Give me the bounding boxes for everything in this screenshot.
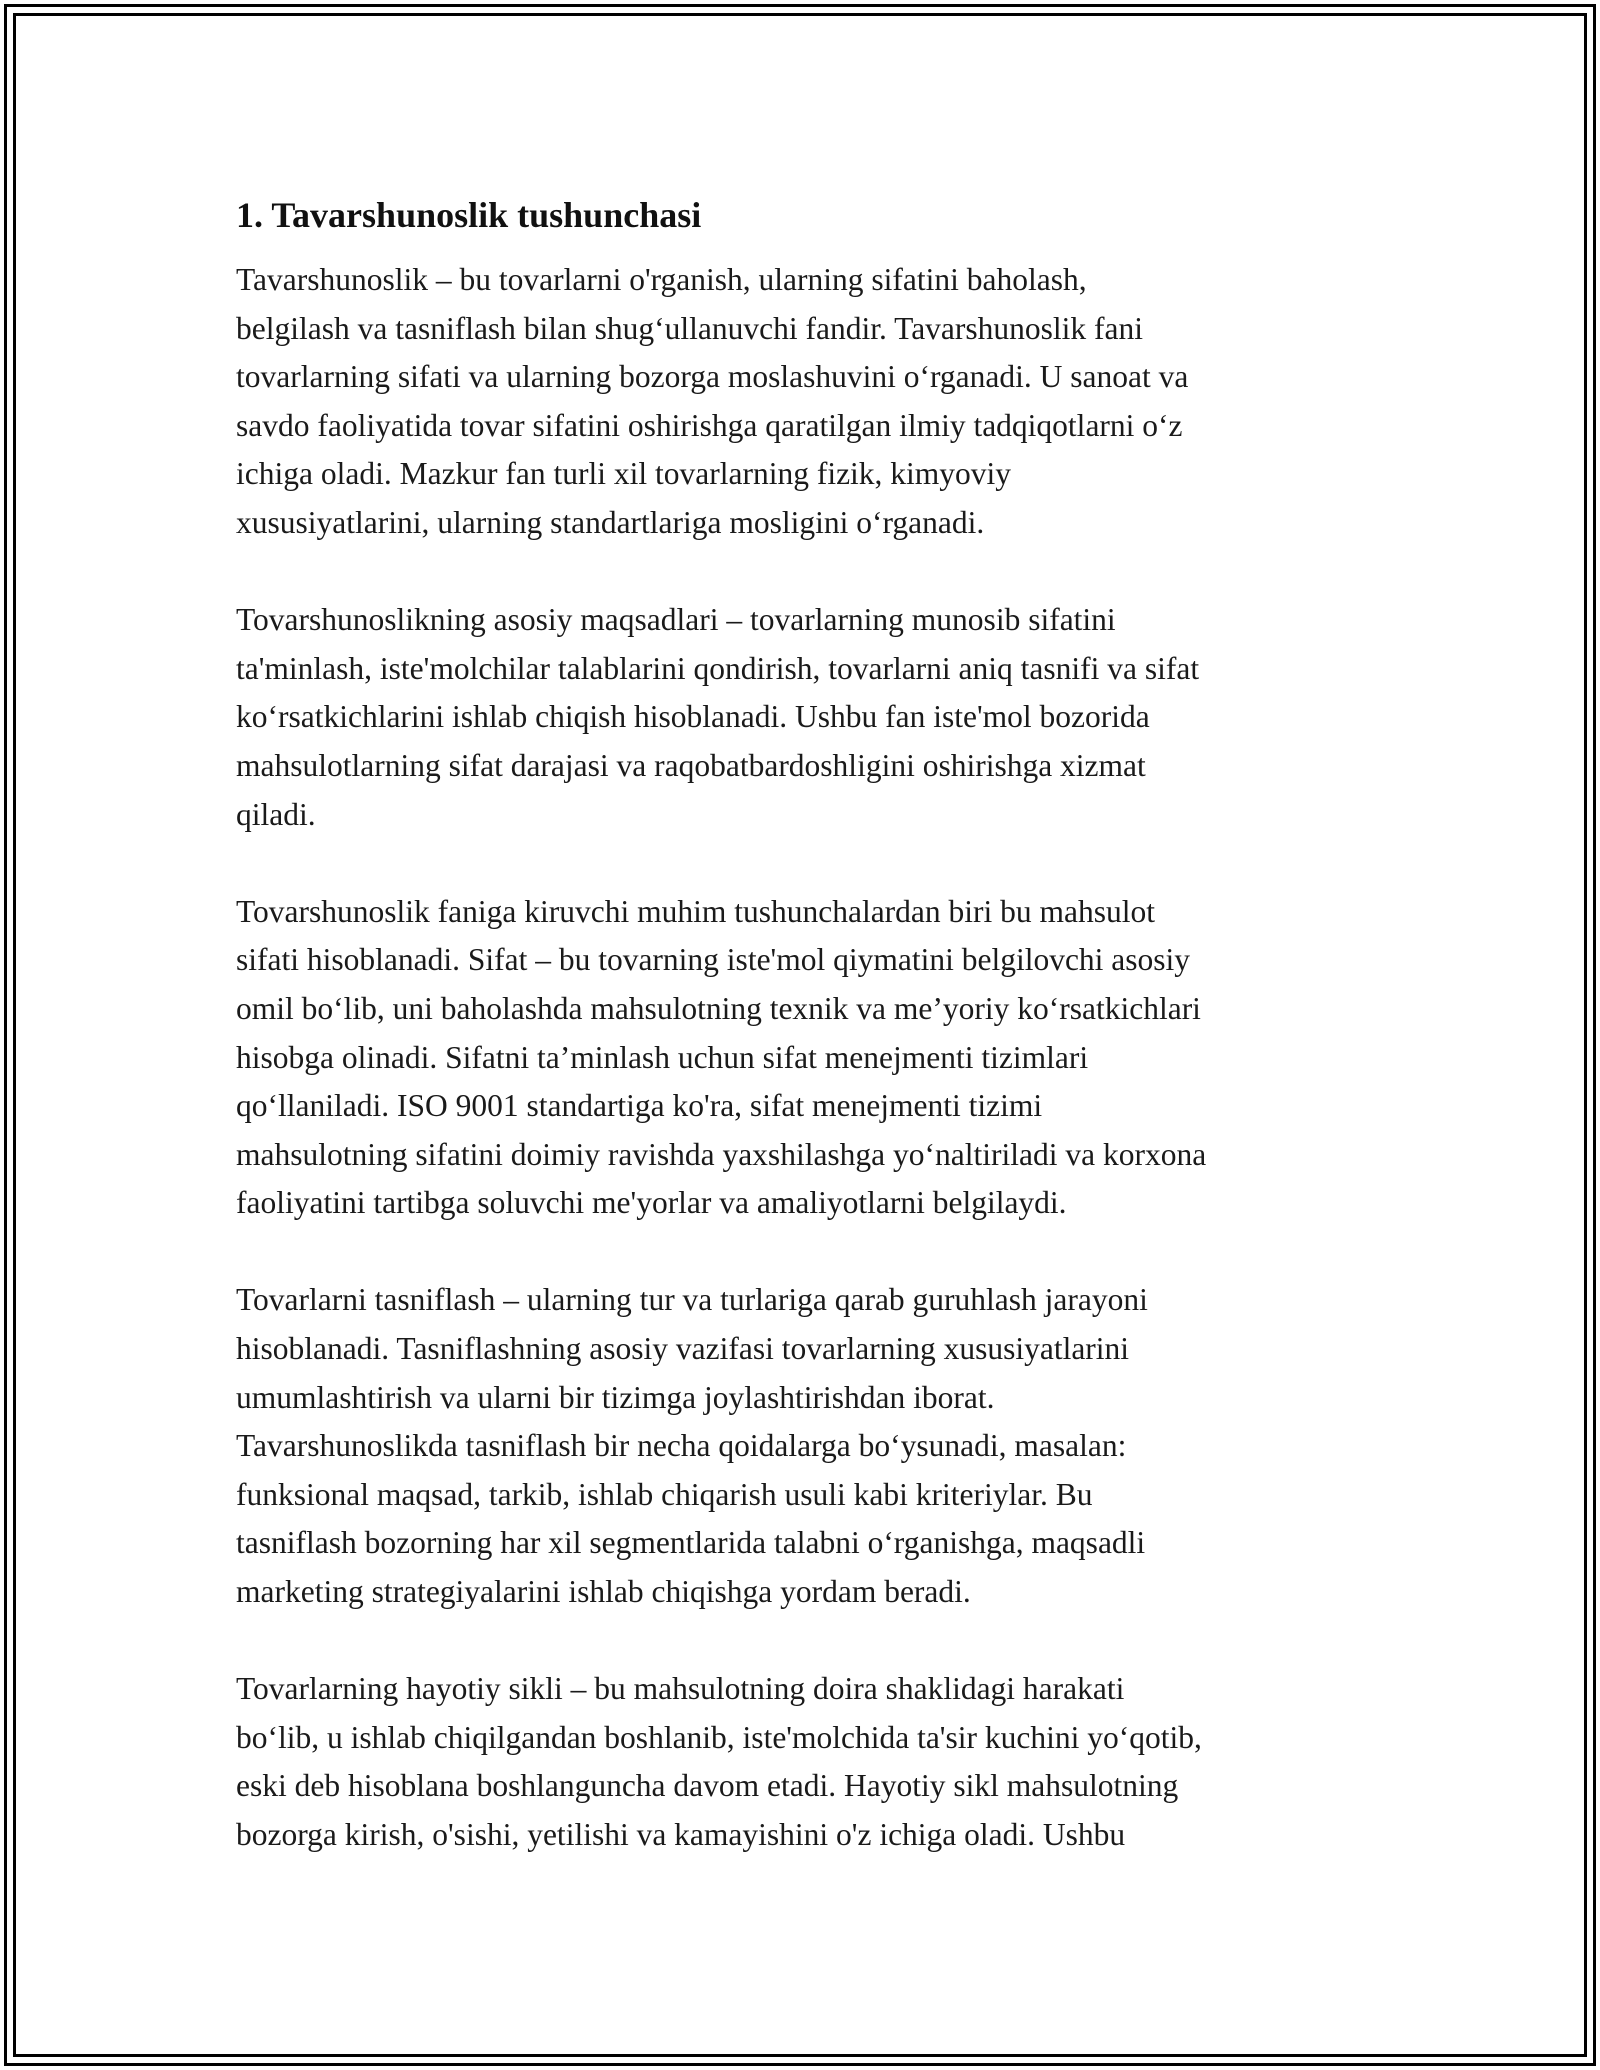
paragraph — [236, 1276, 1376, 1616]
paragraph-line: sifati hisoblanadi. Sifat – bu tovarning iste'mol qiymatini belgilovchi asosiy — [236, 942, 1191, 978]
paragraph — [236, 888, 1376, 1228]
paragraph-line: qiladi. — [236, 796, 316, 832]
paragraph-line: umumlashtirish va ularni bir tizimga joylashtirishdan iborat. — [236, 1379, 995, 1415]
paragraph-line: Tovarlarni tasniflash – ularning tur va turlariga qarab guruhlash jarayoni — [236, 1282, 1148, 1318]
paragraph-line: Tovarlarning hayotiy sikli – bu mahsulotning doira shaklidagi harakati — [236, 1671, 1125, 1707]
paragraph-line: bozorga kirish, o'sishi, yetilishi va kamayishini o'z ichiga oladi. Ushbu — [236, 1817, 1126, 1852]
paragraph-line: bo‘lib, u ishlab chiqilgandan boshlanib, iste'molchida ta'sir kuchini yo‘qotib, — [236, 1719, 1202, 1755]
paragraph-line: belgilash va tasniflash bilan shug‘ullanuvchi fandir. Tavarshunoslik fani — [236, 310, 1144, 346]
paragraph-line: mahsulotlarning sifat darajasi va raqobatbardoshligini oshirishga xizmat — [236, 747, 1146, 783]
paragraph-line: qo‘llaniladi. ISO 9001 standartiga ko'ra, sifat menejmenti tizimi — [236, 1088, 1043, 1124]
paragraph-line: hisobga olinadi. Sifatni ta’minlash uchun sifat menejmenti tizimlari — [236, 1039, 1089, 1075]
paragraph-line: ko‘rsatkichlarini ishlab chiqish hisoblanadi. Ushbu fan iste'mol bozorida — [236, 699, 1150, 735]
paragraph-line: Tavarshunoslikda tasniflash bir necha qoidalarga bo‘ysunadi, masalan: — [236, 1428, 1127, 1464]
paragraph-line: hisoblanadi. Tasniflashning asosiy vazifasi tovarlarning xususiyatlarini — [236, 1331, 1130, 1367]
section-heading: 1. Tavarshunoslik tushunchasi — [236, 195, 702, 235]
paragraph-line: tovarlarning sifati va ularning bozorga moslashuvini o‘rganadi. U sanoat va — [236, 359, 1189, 395]
paragraph-line: eski deb hisoblana boshlanguncha davom etadi. Hayotiy sikl mahsulotning — [236, 1768, 1179, 1804]
paragraph-line: Tovarshunoslik faniga kiruvchi muhim tushunchalardan biri bu mahsulot — [236, 893, 1156, 929]
document-body — [236, 186, 1376, 1908]
paragraph-line: Tavarshunoslik – bu tovarlarni o'rganish, ularning sifatini baholash, — [236, 262, 1087, 297]
paragraph-line: marketing strategiyalarini ishlab chiqishga yordam beradi. — [236, 1574, 971, 1610]
paragraph-line: Tovarshunoslikning asosiy maqsadlari – tovarlarning munosib sifatini — [236, 602, 1116, 638]
paragraph-line: mahsulotning sifatini doimiy ravishda yaxshilashga yo‘naltiriladi va korxona — [236, 1136, 1207, 1172]
paragraph-line: tasniflash bozorning har xil segmentlarida talabni o‘rganishga, maqsadli — [236, 1525, 1146, 1561]
paragraph-line: xususiyatlarini, ularning standartlariga mosligini o‘rganadi. — [236, 504, 985, 540]
paragraph — [236, 256, 1376, 548]
paragraph-line: ta'minlash, iste'molchilar talablarini qondirish, tovarlarni aniq tasnifi va sifat — [236, 650, 1200, 686]
paragraph-line: omil bo‘lib, uni baholashda mahsulotning texnik va me’yoriy ko‘rsatkichlari — [236, 990, 1201, 1026]
paragraph-line: funksional maqsad, tarkib, ishlab chiqarish usuli kabi kriteriylar. Bu — [236, 1476, 1093, 1512]
paragraph-line: savdo faoliyatida tovar sifatini oshirishga qaratilgan ilmiy tadqiqotlarni o‘z — [236, 407, 1183, 443]
paragraph-line: ichiga oladi. Mazkur fan turli xil tovarlarning fizik, kimyoviy — [236, 456, 1012, 492]
paragraph-list — [236, 256, 1376, 1860]
paragraph — [236, 1665, 1376, 1859]
paragraph-line: faoliyatini tartibga soluvchi me'yorlar va amaliyotlarni belgilaydi. — [236, 1185, 1067, 1221]
paragraph — [236, 596, 1376, 839]
